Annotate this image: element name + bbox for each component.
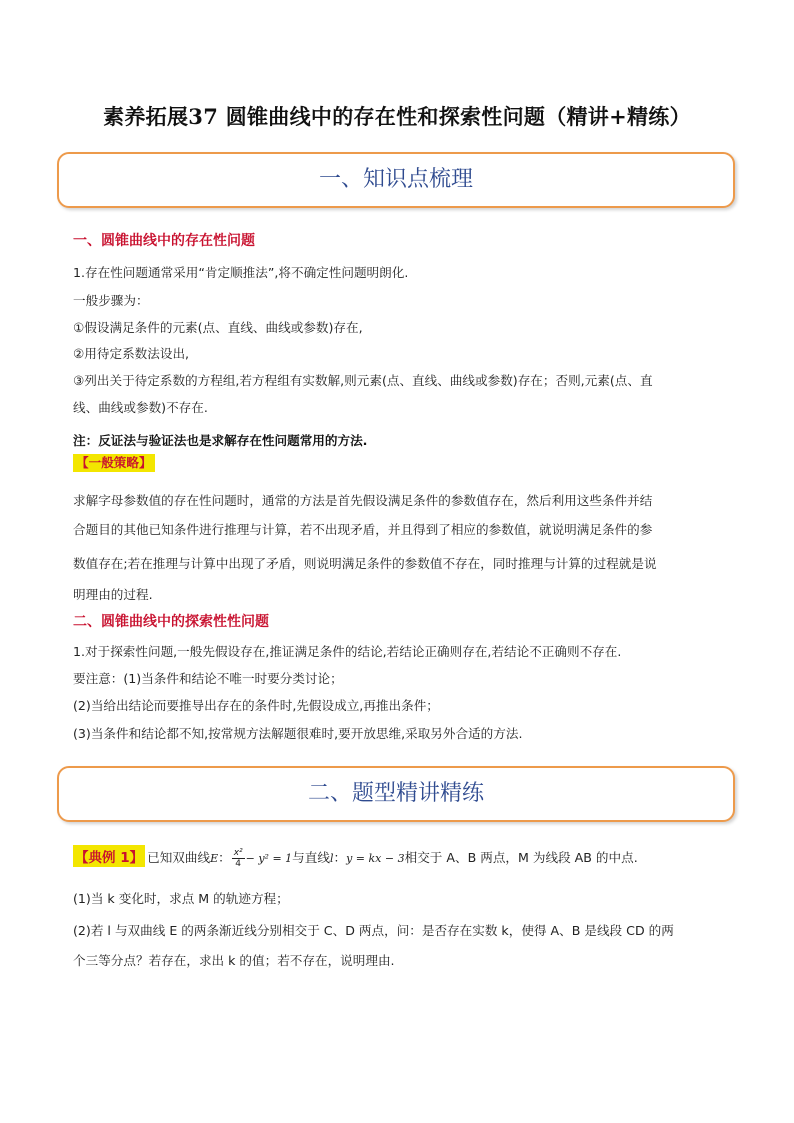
section-practice-box — [57, 766, 735, 822]
strategy-line-2: 合题目的其他已知条件进行推理与计算，若不出现矛盾，并且得到了相应的参数值，就说明满足条件的参 — [73, 522, 653, 537]
strategy-tag: 【一般策略】 — [73, 454, 155, 472]
page-title: 素养拓展37 圆锥曲线中的存在性和探索性问题（精讲+精练） — [103, 104, 691, 129]
section-knowledge-box — [57, 152, 735, 208]
example-1-question-2b: 个三等分点？若存在，求出 k 的值；若不存在，说明理由. — [73, 953, 395, 968]
fraction-denominator: 4 — [235, 859, 242, 869]
existence-line-5: ③列出关于待定系数的方程组,若方程组有实数解,则元素(点、直线、曲线或参数)存在；否则,元素(点、直 — [73, 373, 653, 388]
strategy-line-4: 明理由的过程. — [73, 587, 153, 602]
exploration-heading: 二、圆锥曲线中的探索性性问题 — [73, 614, 269, 630]
exploration-line-2: 要注意：(1)当条件和结论不唯一时要分类讨论； — [73, 671, 343, 686]
exploration-line-1: 1.对于探索性问题,一般先假设存在,推证满足条件的结论,若结论正确则存在,若结论不正确则不存在. — [73, 644, 622, 659]
existence-line-4: ②用待定系数法设出, — [73, 346, 190, 361]
example-1-stem-a: 已知双曲线 — [147, 850, 211, 865]
existence-note: 注：反证法与验证法也是求解存在性问题常用的方法. — [73, 433, 368, 448]
existence-line-2: 一般步骤为： — [73, 293, 149, 308]
hyperbola-fraction — [232, 848, 245, 869]
strategy-line-3: 数值存在;若在推理与计算中出现了矛盾，则说明满足条件的参数值不存在，同时推理与计算的过程就是说 — [73, 556, 657, 571]
example-1-stem-c: 相交于 A、B 两点，M 为线段 AB 的中点. — [404, 850, 638, 865]
line-colon: ： — [333, 850, 347, 865]
curve-name: E — [210, 852, 219, 865]
line-equation: y = kx − 3 — [346, 852, 405, 865]
existence-line-6: 线、曲线或参数)不存在. — [73, 400, 208, 415]
section-knowledge-heading: 一、知识点梳理 — [318, 167, 473, 192]
existence-line-3: ①假设满足条件的元素(点、直线、曲线或参数)存在, — [73, 320, 363, 335]
example-1-tag: 【典例 1】 — [73, 845, 145, 867]
existence-heading: 一、圆锥曲线中的存在性问题 — [73, 233, 255, 249]
fraction-numerator: x² — [233, 848, 243, 858]
example-1-question-1: (1)当 k 变化时，求点 M 的轨迹方程； — [73, 891, 289, 906]
curve-colon: ： — [218, 850, 231, 865]
existence-line-1: 1.存在性问题通常采用“肯定顺推法”,将不确定性问题明朗化. — [73, 265, 409, 280]
example-1-stem-b: 与直线 — [292, 850, 330, 865]
example-1-question-2a: (2)若 l 与双曲线 E 的两条渐近线分别相交于 C、D 两点，问：是否存在实数 k，使得 A、B 是线段 CD 的两 — [73, 923, 674, 938]
hyperbola-equation-rest: − y² = 1 — [245, 852, 293, 865]
exploration-line-4: (3)当条件和结论都不知,按常规方法解题很难时,要开放思维,采取另外合适的方法. — [73, 726, 523, 741]
strategy-line-1: 求解字母参数值的存在性问题时，通常的方法是首先假设满足条件的参数值存在，然后利用这些条件并结 — [73, 493, 653, 508]
exploration-line-3: (2)当给出结论而要推导出存在的条件时,先假设成立,再推出条件； — [73, 698, 439, 713]
example-1-stem — [73, 845, 723, 869]
section-practice-heading: 二、题型精讲精练 — [307, 781, 484, 806]
line-name: l — [329, 852, 334, 865]
